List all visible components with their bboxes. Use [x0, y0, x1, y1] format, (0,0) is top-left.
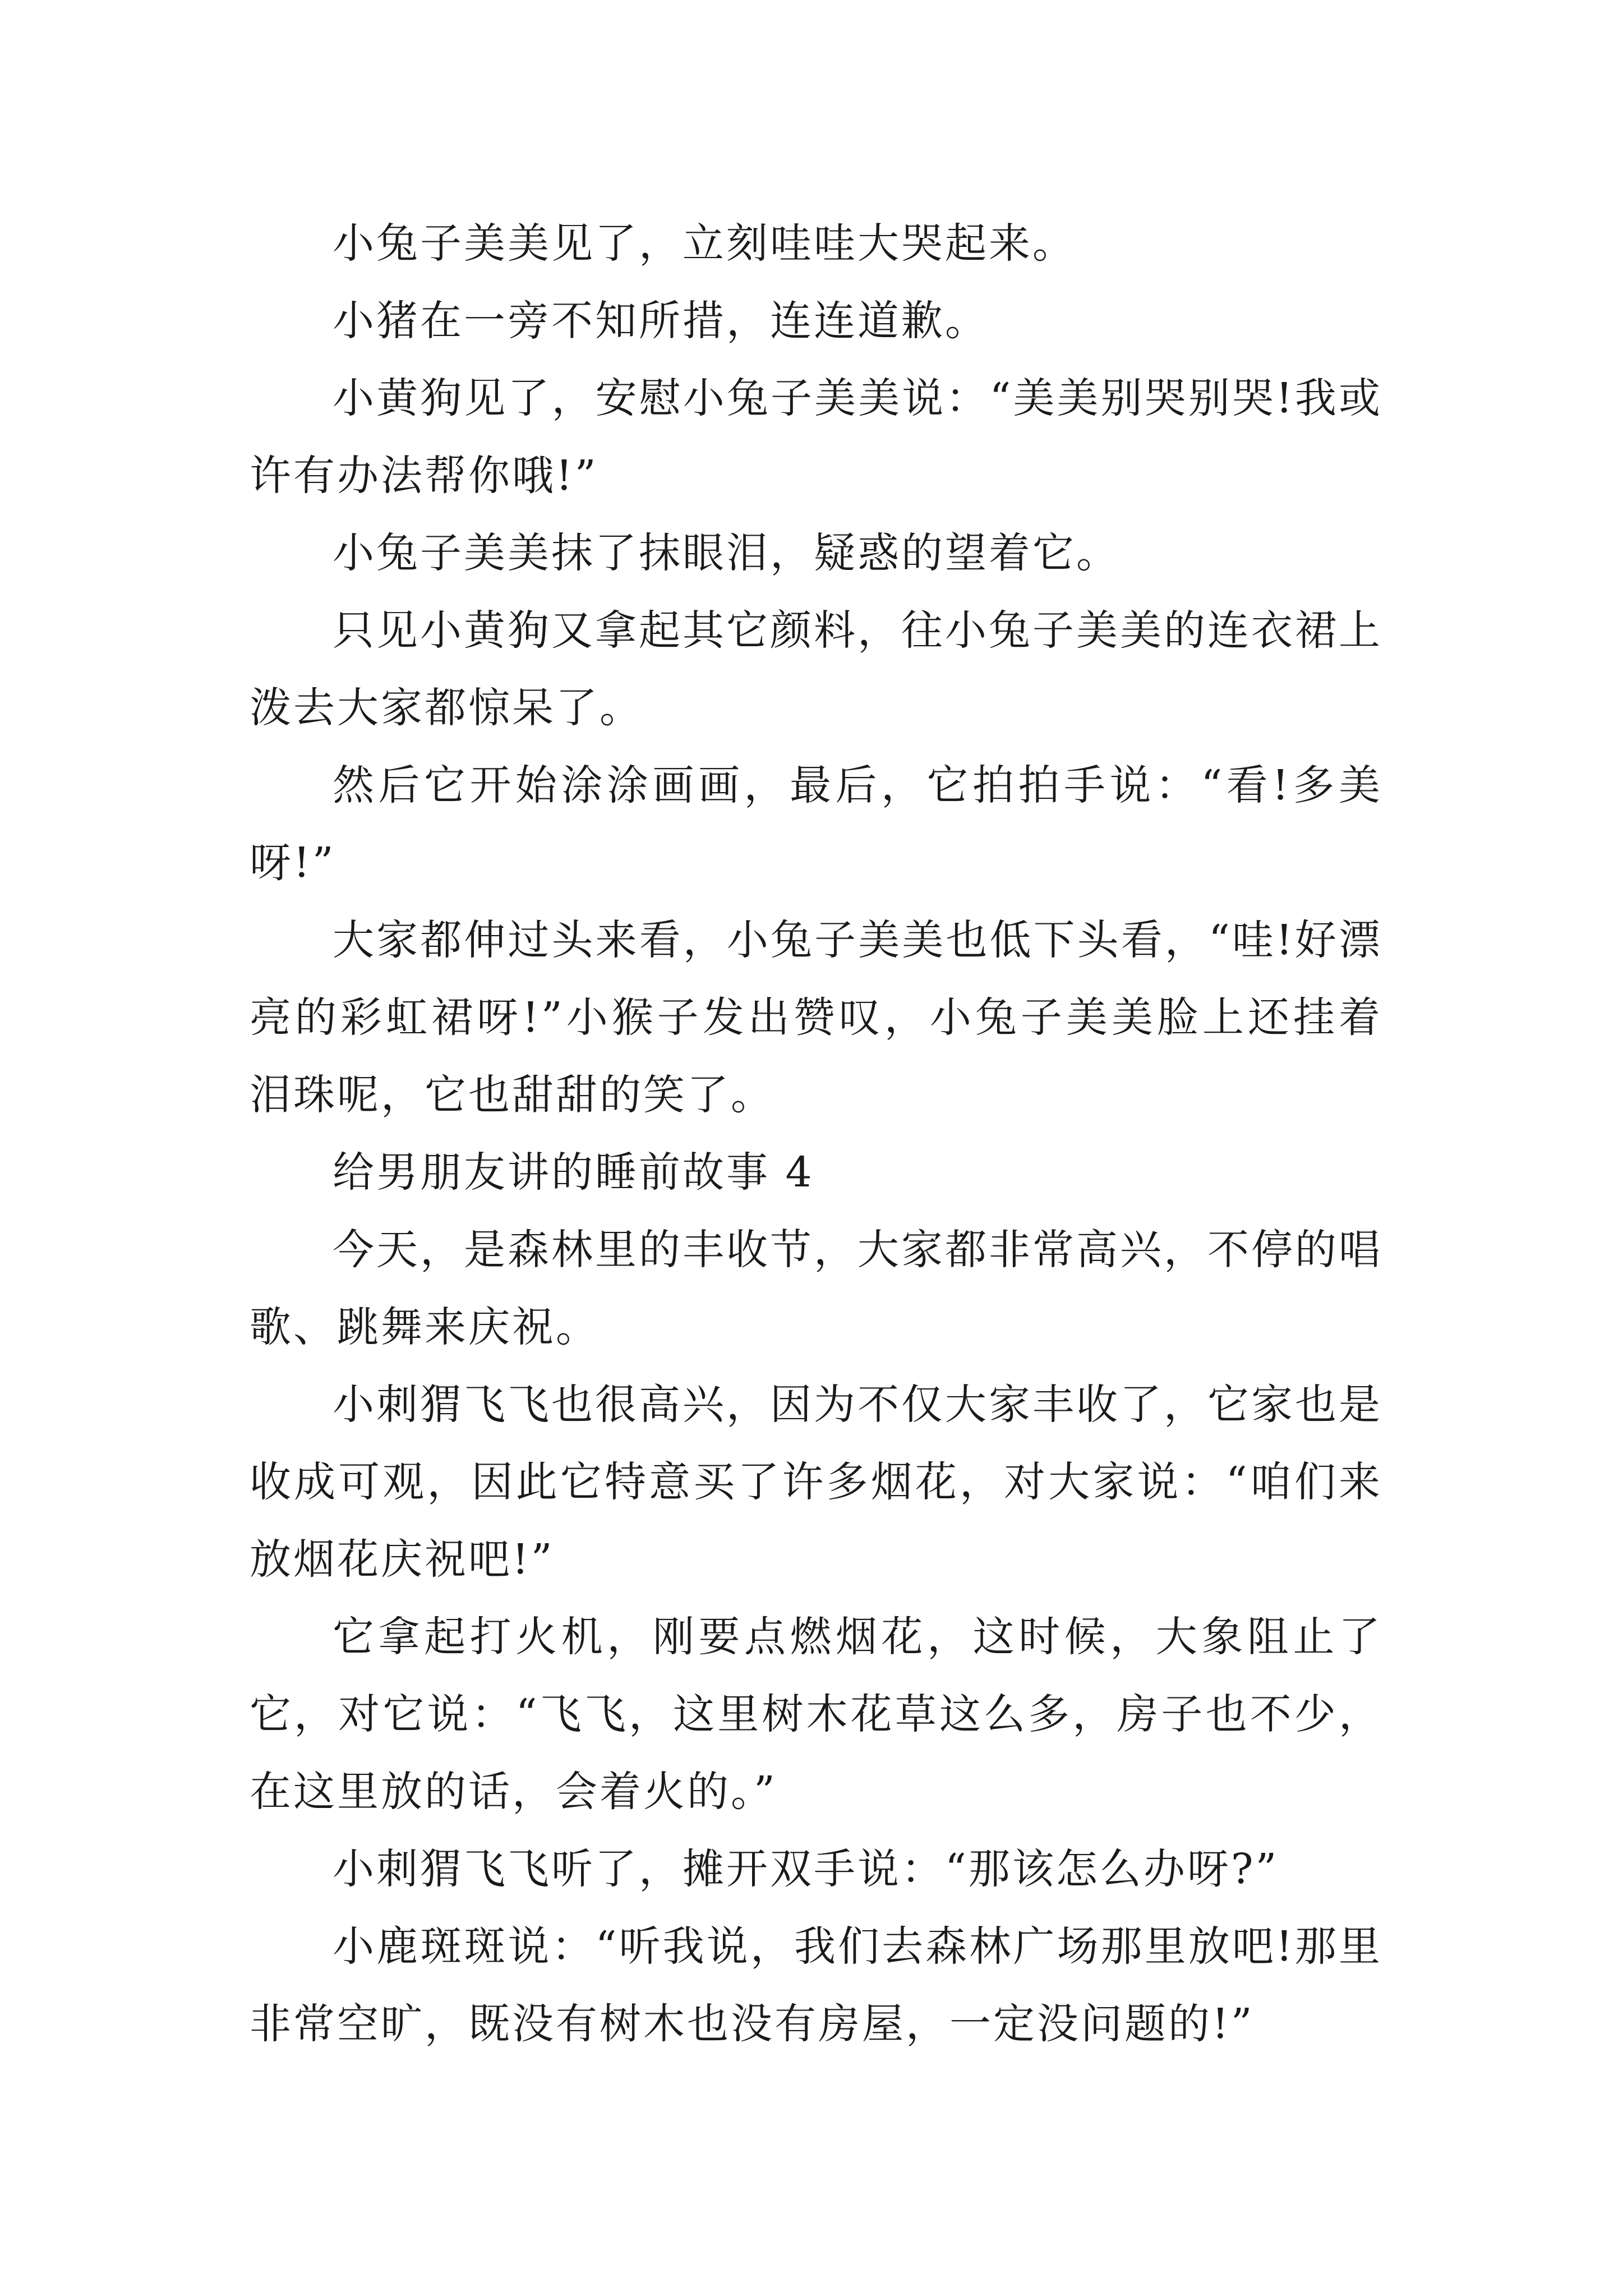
- paragraph: 今天，是森林里的丰收节，大家都非常高兴，不停的唱歌、跳舞来庆祝。: [250, 1226, 1382, 1351]
- paragraph: 小刺猬飞飞听了，摊开双手说：“那该怎么办呀?”: [333, 1845, 1279, 1893]
- paragraph: 小刺猬飞飞也很高兴，因为不仅大家丰收了，它家也是收成可观，因此它特意买了许多烟花，对大家说：“咱们来放烟花庆祝吧!”: [250, 1381, 1382, 1584]
- document-body: [250, 205, 1382, 2063]
- paragraph: 小兔子美美抹了抹眼泪，疑惑的望着它。: [333, 529, 1120, 577]
- paragraph: 小鹿斑斑说：“听我说，我们去森林广场那里放吧!那里非常空旷，既没有树木也没有房屋，一定没问题的!”: [250, 1922, 1382, 2048]
- paragraph: 小黄狗见了，安慰小兔子美美说：“美美别哭别哭!我或许有办法帮你哦!”: [250, 374, 1382, 500]
- paragraph: 小猪在一旁不知所措，连连道歉。: [333, 297, 989, 345]
- paragraph: 小兔子美美见了，立刻哇哇大哭起来。: [333, 219, 1076, 268]
- paragraph: 然后它开始涂涂画画，最后，它拍拍手说：“看!多美呀!”: [250, 761, 1382, 887]
- paragraph: 只见小黄狗又拿起其它颜料，往小兔子美美的连衣裙上泼去大家都惊呆了。: [250, 606, 1382, 732]
- paragraph: 大家都伸过头来看，小兔子美美也低下头看，“哇!好漂亮的彩虹裙呀!”小猴子发出赞叹，小兔子美美脸上还挂着泪珠呢，它也甜甜的笑了。: [250, 916, 1382, 1119]
- section-title: 给男朋友讲的睡前故事 4: [333, 1148, 814, 1197]
- paragraph: 它拿起打火机，刚要点燃烟花，这时候，大象阻止了它，对它说：“飞飞，这里树木花草这么多，房子也不少，在这里放的话，会着火的。”: [250, 1613, 1382, 1816]
